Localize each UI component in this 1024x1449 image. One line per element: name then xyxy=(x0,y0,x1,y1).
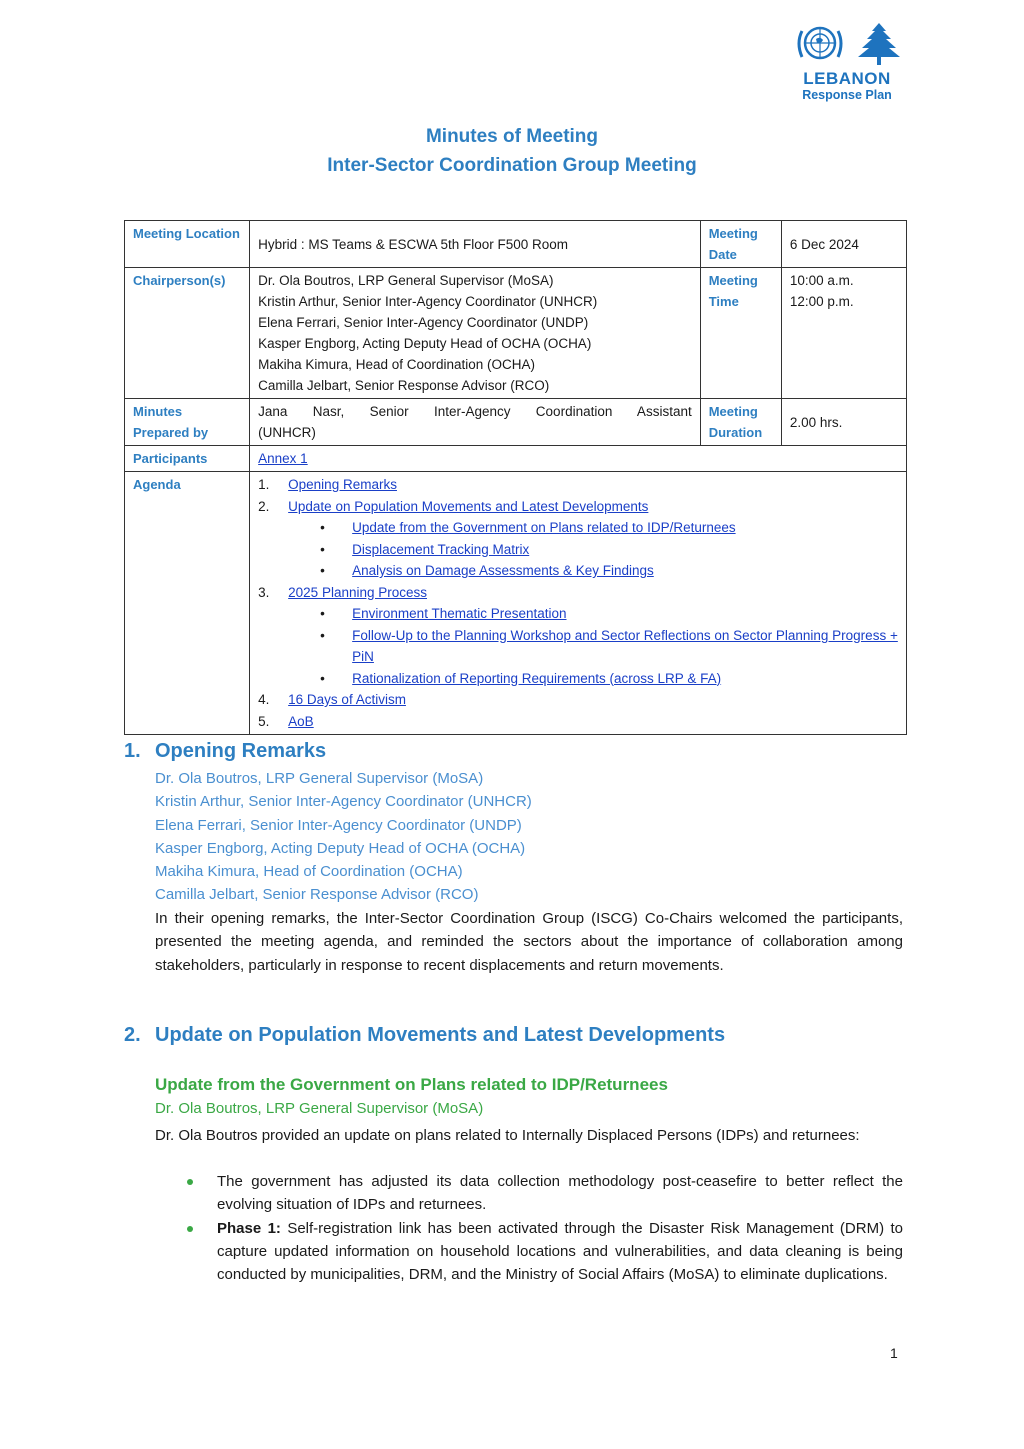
bullet-icon: • xyxy=(320,670,325,686)
meeting-info-table xyxy=(124,220,907,735)
location-value: Hybrid : MS Teams & ESCWA 5th Floor F500 Room xyxy=(250,221,701,268)
subsection-heading: Update from the Government on Plans related to IDP/Returnees xyxy=(155,1075,668,1094)
agenda-subitem xyxy=(258,603,898,625)
document-title: Minutes of Meeting xyxy=(425,126,599,147)
chair-item: Elena Ferrari, Senior Inter-Agency Coordinator (UNDP) xyxy=(258,315,589,330)
minutes-label: Minutes Prepared by xyxy=(125,399,250,446)
section-1-speakers xyxy=(155,767,903,907)
agenda-list xyxy=(250,472,907,735)
logo-line2: Response Plan xyxy=(802,88,892,102)
row-minutes xyxy=(125,399,907,446)
agenda-subitem xyxy=(258,625,898,668)
agenda-sub-link[interactable]: Displacement Tracking Matrix xyxy=(352,541,530,557)
speaker: Camilla Jelbart, Senior Response Advisor (RCO) xyxy=(155,886,479,904)
row-agenda xyxy=(125,472,907,735)
bullet-text: The government has adjusted its data collection methodology post-ceasefire to better reflect the evolving situation of IDPs and returnees. xyxy=(217,1173,903,1214)
agenda-item xyxy=(258,474,898,496)
duration-label: Meeting Duration xyxy=(700,399,781,446)
agenda-label: Agenda xyxy=(125,472,250,735)
bullet-icon: • xyxy=(320,606,325,621)
chair-item: Dr. Ola Boutros, LRP General Supervisor (MoSA) xyxy=(258,273,554,288)
page-number: 1 xyxy=(890,1345,898,1361)
date-label: Meeting Date xyxy=(700,221,781,268)
speaker: Makiha Kimura, Head of Coordination (OCHA) xyxy=(155,863,463,881)
agenda-subitem xyxy=(258,560,898,582)
time-end: 12:00 p.m. xyxy=(789,294,854,309)
section-1-body: In their opening remarks, the Inter-Sector Coordination Group (ISCG) Co-Chairs welcomed the participants, presented the meeting agenda, and reminded the sectors about the importance of collaboration among stakeholders, particularly in response to recent displacements and return movements. xyxy=(155,910,903,974)
row-location xyxy=(125,221,907,268)
bullet-icon: • xyxy=(320,627,325,643)
un-emblem-icon xyxy=(792,19,848,67)
chair-item: Camilla Jelbart, Senior Response Advisor (RCO) xyxy=(258,378,550,393)
agenda-item xyxy=(258,711,898,733)
section-1-heading xyxy=(124,740,326,763)
speaker: Kristin Arthur, Senior Inter-Agency Coordinator (UNHCR) xyxy=(155,793,532,811)
cedar-tree-icon xyxy=(856,19,902,67)
agenda-sub-link[interactable]: Analysis on Damage Assessments & Key Findings xyxy=(352,563,654,578)
agenda-sub-link[interactable]: Environment Thematic Presentation xyxy=(352,606,567,621)
chair-label: Chairperson(s) xyxy=(125,268,250,399)
bullet-icon: • xyxy=(320,563,325,578)
agenda-item xyxy=(258,689,898,711)
chair-item: Kasper Engborg, Acting Deputy Head of OCHA (OCHA) xyxy=(258,336,592,351)
agenda-number: 1. xyxy=(258,477,270,492)
bullet-icon xyxy=(187,1179,193,1185)
participants-cell xyxy=(250,446,907,472)
section-title: Update on Population Movements and Latest Developments xyxy=(155,1024,726,1046)
speaker: Kasper Engborg, Acting Deputy Head of OCHA (OCHA) xyxy=(155,839,526,857)
bullet-bold-label: Phase 1: xyxy=(217,1219,281,1237)
agenda-link[interactable]: 16 Days of Activism xyxy=(288,692,406,707)
logo-line1: LEBANON xyxy=(803,69,891,88)
agenda-link[interactable]: 2025 Planning Process xyxy=(288,584,427,600)
speaker: Elena Ferrari, Senior Inter-Agency Coordinator (UNDP) xyxy=(155,816,522,834)
agenda-link[interactable]: AoB xyxy=(288,713,314,729)
agenda-subitem xyxy=(258,539,898,561)
time-start: 10:00 a.m. xyxy=(789,273,854,288)
row-participants xyxy=(125,446,907,472)
section-2-heading xyxy=(124,1024,725,1047)
row-chairpersons xyxy=(125,268,907,399)
bullet-item xyxy=(185,1170,903,1217)
time-value xyxy=(781,268,906,399)
minutes-value: Jana Nasr, Senior Inter-Agency Coordination Assistant (UNHCR) xyxy=(250,399,701,446)
bullet-icon: • xyxy=(320,520,325,535)
agenda-subitem xyxy=(258,668,898,690)
chair-item: Kristin Arthur, Senior Inter-Agency Coordinator (UNHCR) xyxy=(258,294,598,309)
subsection-speaker: Dr. Ola Boutros, LRP General Supervisor (MoSA) xyxy=(155,1100,484,1117)
agenda-subitem xyxy=(258,517,898,539)
chair-item: Makiha Kimura, Head of Coordination (OCHA) xyxy=(258,357,536,372)
lebanon-response-plan-logo xyxy=(788,18,906,108)
agenda-number: 2. xyxy=(258,498,270,514)
participants-label: Participants xyxy=(125,446,250,472)
section-title: Opening Remarks xyxy=(155,740,327,762)
chair-list xyxy=(250,268,701,399)
annex-link[interactable]: Annex 1 xyxy=(258,451,308,466)
agenda-item xyxy=(258,496,898,518)
section-number: 2. xyxy=(124,1024,141,1046)
section-2-intro: Dr. Ola Boutros provided an update on plans related to Internally Displaced Persons (IDPs) and returnees: xyxy=(155,1127,860,1144)
agenda-link[interactable]: Opening Remarks xyxy=(288,477,397,492)
document-subtitle: Inter-Sector Coordination Group Meeting xyxy=(327,155,697,176)
date-value: 6 Dec 2024 xyxy=(781,221,906,268)
bullet-text: Self-registration link has been activated through the Disaster Risk Management (DRM) to capture updated information on household locations and vulnerabilities, and data cleaning is being conducted by municipalities, DRM, and the Ministry of Social Affairs (MoSA) to eliminate duplications. xyxy=(217,1219,903,1284)
agenda-link[interactable]: Update on Population Movements and Latest Developments xyxy=(288,498,649,514)
agenda-item xyxy=(258,582,898,604)
agenda-sub-link[interactable]: Rationalization of Reporting Requirements (across LRP & FA) xyxy=(352,670,722,686)
agenda-sub-link[interactable]: Update from the Government on Plans related to IDP/Returnees xyxy=(352,520,736,535)
section-2-bullets xyxy=(185,1170,903,1286)
bullet-item xyxy=(185,1217,903,1287)
location-label: Meeting Location xyxy=(125,221,250,268)
time-label: Meeting Time xyxy=(700,268,781,399)
bullet-icon xyxy=(187,1226,193,1232)
section-number: 1. xyxy=(124,740,141,762)
duration-value: 2.00 hrs. xyxy=(781,399,906,446)
speaker: Dr. Ola Boutros, LRP General Supervisor (MoSA) xyxy=(155,770,484,787)
agenda-sub-link[interactable]: Follow-Up to the Planning Workshop and Sector Reflections on Sector Planning Progress + PiN xyxy=(352,627,898,664)
agenda-number: 4. xyxy=(258,692,270,707)
bullet-icon: • xyxy=(320,541,325,557)
agenda-number: 3. xyxy=(258,584,270,600)
agenda-number: 5. xyxy=(258,713,270,729)
